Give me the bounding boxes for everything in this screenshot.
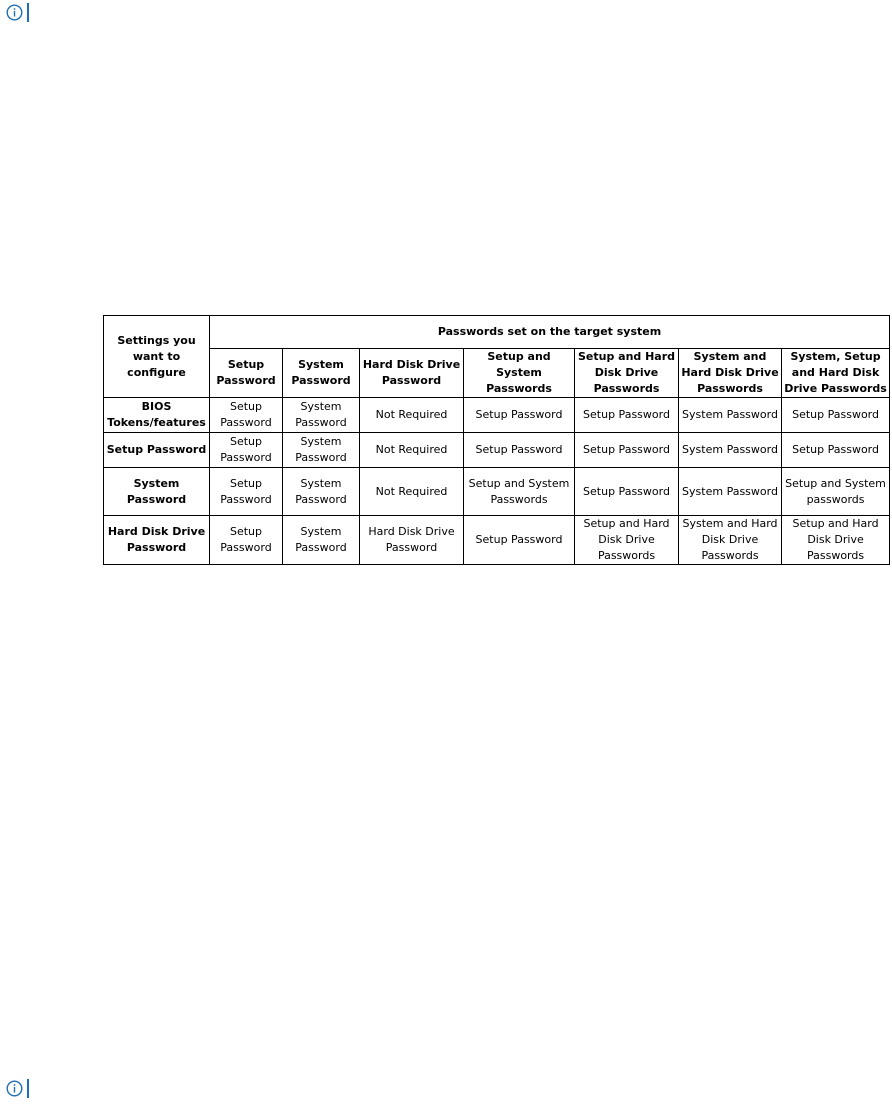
table-cell: System Password <box>679 398 782 433</box>
table-cell: Setup Password <box>782 433 890 468</box>
table-cell: System Password <box>283 516 360 565</box>
info-icon <box>6 1080 23 1097</box>
note-bar <box>27 3 29 22</box>
table-cell: Not Required <box>360 398 464 433</box>
column-header: Setup and System Passwords <box>464 349 575 398</box>
corner-header: Settings you want to configure <box>104 316 210 398</box>
row-header: Hard Disk Drive Password <box>104 516 210 565</box>
table-cell: Setup Password <box>210 398 283 433</box>
column-header: System and Hard Disk Drive Passwords <box>679 349 782 398</box>
column-header: Setup Password <box>210 349 283 398</box>
column-header: Setup and Hard Disk Drive Passwords <box>575 349 679 398</box>
column-header: Hard Disk Drive Password <box>360 349 464 398</box>
column-header: System Password <box>283 349 360 398</box>
table-cell: Setup Password <box>464 516 575 565</box>
table-row <box>104 468 890 516</box>
table-cell: Setup Password <box>464 433 575 468</box>
table-cell: System Password <box>283 468 360 516</box>
table-cell: Setup Password <box>575 433 679 468</box>
table-cell: Setup Password <box>575 468 679 516</box>
group-header: Passwords set on the target system <box>210 316 890 349</box>
table-cell: Setup Password <box>575 398 679 433</box>
row-header: System Password <box>104 468 210 516</box>
table-cell: System Password <box>283 398 360 433</box>
note-bottom-marker <box>6 1079 29 1098</box>
table-cell: System and Hard Disk Drive Passwords <box>679 516 782 565</box>
password-requirements-table <box>103 315 890 565</box>
table-cell: System Password <box>283 433 360 468</box>
info-icon <box>6 4 23 21</box>
table-row <box>104 398 890 433</box>
column-header: System, Setup and Hard Disk Drive Passwords <box>782 349 890 398</box>
note-top-marker <box>6 3 29 22</box>
table-cell: Setup and System passwords <box>782 468 890 516</box>
table-cell: System Password <box>679 468 782 516</box>
table-cell: Setup Password <box>210 433 283 468</box>
table-cell: Not Required <box>360 433 464 468</box>
table-cell: Setup Password <box>464 398 575 433</box>
row-header: Setup Password <box>104 433 210 468</box>
table-cell: Hard Disk Drive Password <box>360 516 464 565</box>
table-cell: Not Required <box>360 468 464 516</box>
table-cell: Setup Password <box>210 468 283 516</box>
table-cell: Setup and Hard Disk Drive Passwords <box>575 516 679 565</box>
table-row <box>104 516 890 565</box>
table-cell: Setup and Hard Disk Drive Passwords <box>782 516 890 565</box>
note-bar <box>27 1079 29 1098</box>
table-cell: System Password <box>679 433 782 468</box>
table-cell: Setup and System Passwords <box>464 468 575 516</box>
table-row <box>104 433 890 468</box>
table-cell: Setup Password <box>782 398 890 433</box>
table-cell: Setup Password <box>210 516 283 565</box>
row-header: BIOS Tokens/features <box>104 398 210 433</box>
